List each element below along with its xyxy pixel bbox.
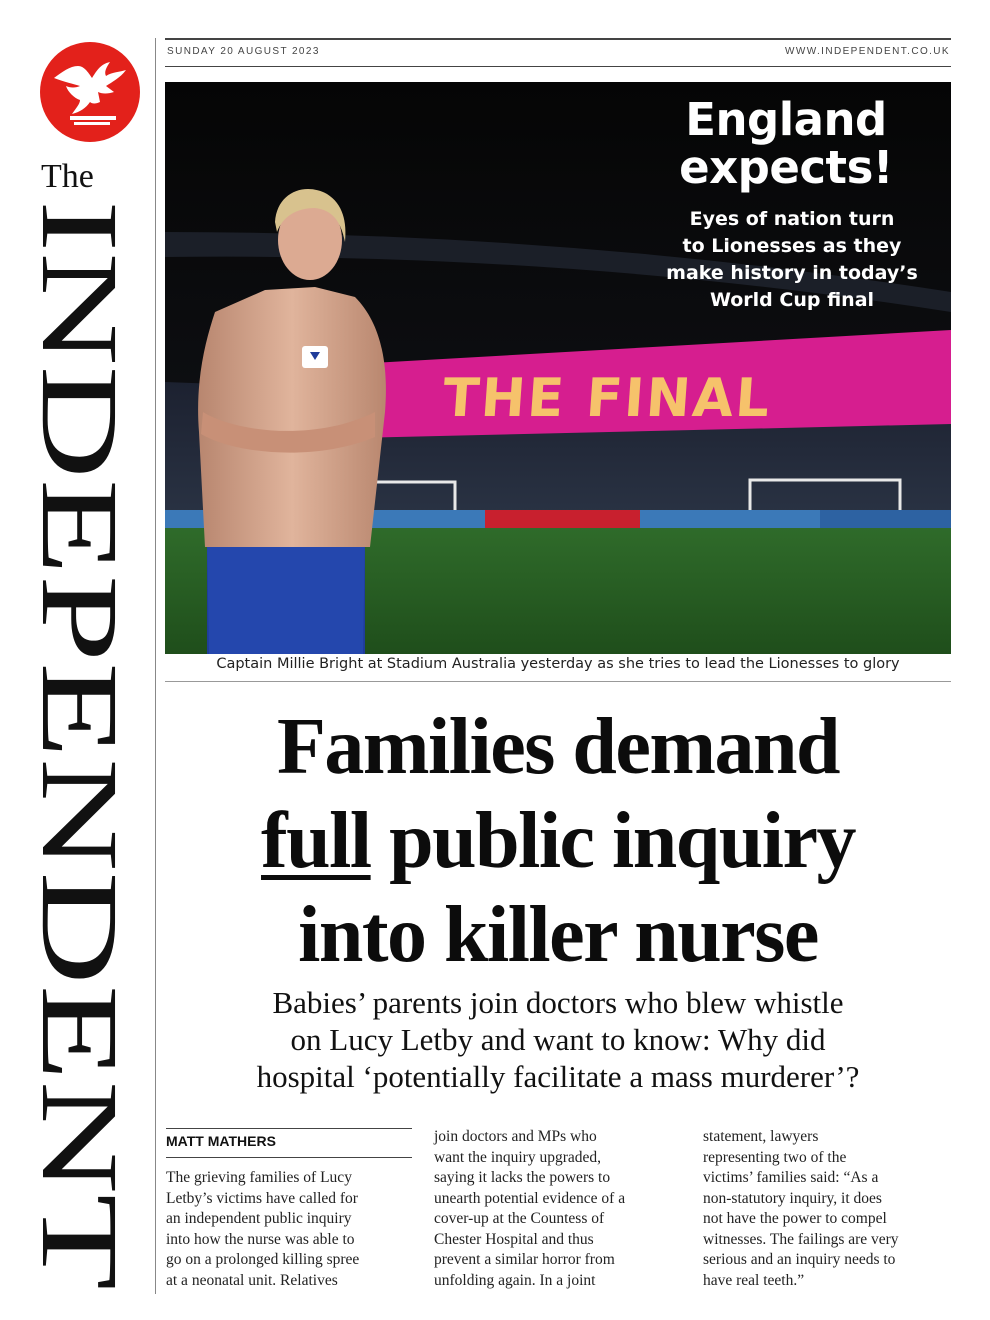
masthead-brand-text: INDEPENDENT [19, 200, 141, 964]
column-rule [155, 38, 156, 1294]
hero-subhead: Eyes of nation turn to Lionesses as they make history in today’s World Cup final [666, 208, 918, 311]
main-headline: Families demand full public inquiry into killer nurse [261, 703, 855, 979]
standfirst: Babies’ parents join doctors who blew whistle on Lucy Letby and want to know: Why did hospital ‘potentially facilitate a mass murderer’? [256, 985, 860, 1094]
byline: MATT MATHERS [166, 1133, 276, 1149]
body-column-1: The grieving families of Lucy Letby’s victims have called for an independent public inquiry into how the nurse was able to go on a prolonged killing spree at a neonatal unit. Relatives [166, 1169, 360, 1289]
caption-rule [165, 681, 951, 682]
hero-headline: England expects! [679, 93, 893, 194]
dateline-rule-top [165, 38, 951, 40]
issue-date: SUNDAY 20 AUGUST 2023 [167, 46, 320, 57]
hero-photo [165, 82, 951, 654]
banner-text: THE FINAL [440, 368, 774, 429]
eagle-icon [40, 42, 140, 142]
photo-caption: Captain Millie Bright at Stadium Australia yesterday as she tries to lead the Lionesses to glory [216, 656, 900, 672]
body-column-2: join doctors and MPs who want the inquiry upgraded, saying it lacks the powers to unearth potential evidence of a cover-up at the Countess of Chester Hospital and thus prevent a similar horror from unfolding again. In a joint [434, 1128, 626, 1289]
headline-underlined-word: full [261, 797, 371, 885]
website-url: WWW.INDEPENDENT.CO.UK [785, 46, 950, 57]
dateline-rule-bottom [165, 66, 951, 67]
body-column-3: statement, lawyers representing two of the victims’ families said: “As a non-statutory inquiry, it does not have the power to compel witnesses. The failings are very serious and an inquiry needs to have real teeth.” [703, 1128, 899, 1289]
masthead [0, 0, 156, 1320]
masthead-brand [19, 200, 141, 1294]
masthead-the: The [41, 158, 94, 195]
byline-rule-bottom [166, 1157, 412, 1158]
byline-rule-top [166, 1128, 412, 1129]
